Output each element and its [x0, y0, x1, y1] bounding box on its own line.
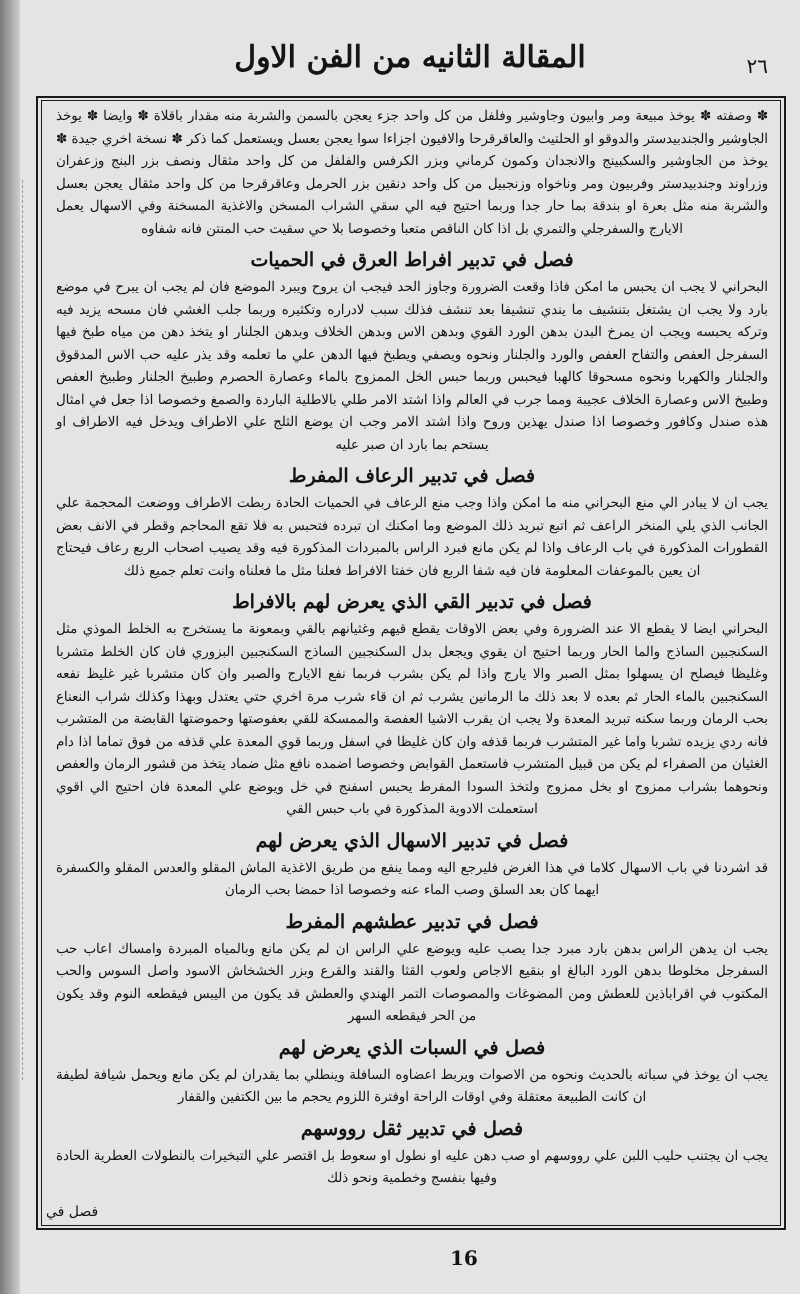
section-heading: فصل في تدبير ثقل رووسهم [300, 1117, 524, 1140]
page-title: المقالة الثانيه من الفن الاول [234, 40, 586, 75]
page-number-bottom: 16 [450, 1246, 478, 1270]
section-heading: فصل في تدبير الاسهال الذي يعرض لهم [255, 829, 569, 852]
page-number-top: ٢٦ [746, 54, 768, 78]
catchword: فصل في [46, 1204, 99, 1220]
section-heading: فصل في تدبير القي الذي يعرض لهم بالافراط [232, 591, 592, 613]
section-paragraph: يجب ان يجتنب حليب اللبن علي رووسهم او صب دهن عليه او نطول او سعوط بل اقتصر علي التبخيرات بالنطولات العطرية الحادة وفيها بنفسج وخطمية ونحو ذلك [56, 1148, 768, 1186]
section-paragraph: البحراني ايضا لا يقطع الا عند الضرورة وفي بعض الاوقات يقطع قيهم وغثيانهم بالقي وبمعونة ما يستخرج به الخلط الموذي مثل السكنجبين الساذج والما الحار وربما احتيج ان يقوي ويجعل بدل السكنجبين الساذج السكنجبين البزوري فان كان الخلط متشربا وغليظا فيصلح ان يسهلوا بمثل الصبر والا يارج واذا لم يكن بشرب فربما نفع الايارج والصبر وان كان متشربا غير غليظ نفعه السكنجبين بالماء الحار ثم بعده لا بعد ذلك ما الرمانين يشرب ثم ان قاء شرب مرة اخري حتي يعتدل وبهذا وكذلك شراب النعناع بحب الرمان وربما سكنه تبريد المعدة ولا يجب ان يقرب الاشيا العفصة والممسكة للقي بعفوصتها وحموضتها القابضة من المتشرب فانه ردي يزيده تشربا واما غير المتشرب فربما قذفه وان كان غليظا في اسفل وربما قوي المعدة علي قذفه من فوق تماما اذا دام الغثيان من الصفراء لم يكن من قبيل المتشرب فاستعمل القوابض وخصوصا اضمده نافع مثل ضماد يتخذ من قشور الرمان والعفص ونحوهما بشراب ممزوج او بخل ممزوج ولتخذ السودا المفرط يحبس اسفنج في خل ويوضع علي المعدة فان احتيج الي اقوي استعملت الادوية المذكورة في باب حبس القي [56, 622, 768, 817]
section-paragraph: يجب ان يدهن الراس بدهن بارد مبرد جدا يصب عليه ويوضع علي الراس ان لم يكن مانع وبالمياه المبردة وامساك اعاب حب السفرجل مخلوطا بدهن الورد البالغ او بنقيع الاجاص ولعوب القثا والقند والقرع وبزر الخشخاش الاسود واصل السوس والحب المكتوب في اقراباذين للعطش ومن المضوغات والمصوصات التمر الهندي والعطش قد يكون من اليبس فيقطعه النوم وقد يكون من الحر فيقطعه السهر [56, 941, 768, 1024]
section-heading: فصل في السبات الذي يعرض لهم [278, 1036, 546, 1059]
intro-paragraph: ✽ وصفته ✽ يوخذ مبيعة ومر وابيون وجاوشير وفلفل من كل واحد جزء يعجن بالسمن والشربة منه مقدار باقلاة ✽ وايضا ✽ يوخذ الجاوشير والجندبيدستر والدوقو او الحلتيث والعاقرقرحا والافيون اجزاءا سوا يعجن بعسل ويستعمل كما ذكر ✽ نسخة اخري جيدة ✽ يوخذ من الجاوشير والسكبينج والانجدان وكمون كرماني وبزر الكرفس والفلفل من كل واحد مثقال ونصف بزر البنج وزعفران وزراوند وجندبيدستر وفربيون ومر وناخواه وزنجبيل من كل واحد دنقين بزر الحرمل وعاقرقرحا من كل واحد مثقال يعجن بعسل والشربة منه مثل بعرة او بندقة بما حار جدا وربما احتيج فيه الي سقي الشراب المسخن والاغذية المسخنة وفي الاسهال يعمل الايارج والسفرجلي والتمري بل اذا كان الناقص متعبا وخصوصا بلا حي سقيت حب المنتن فانه شفاوه [56, 109, 768, 237]
section-paragraph: يجب ان لا يبادر الي منع البحراني منه ما امكن واذا وجب منع الرعاف في الحميات الحادة ربطت الاطراف ووضعت المحجمة علي الجانب الذي يلي المنخر الراعف ثم اتبع تبريد ذلك الموضع وما امكنك ان تبرده فتحبس به فلا تقع المحاجم وقطر في الانف بعض القطورات المذكورة في باب الرعاف واذا لم يكن مانع فبرد الراس بالمبردات المذكورة فيه وقد يصيب اصحاب الربع رعاف فيحتاج ان يعين بالموعفات المعلومة فان فيه شفا الربع فان خفتا الافراط فعلنا مثل ما فعلناه وانت تعلم جميع ذلك [56, 496, 768, 579]
section-heading: فصل في تدبير عطشهم المفرط [285, 910, 539, 933]
section-paragraph: قد اشردنا في باب الاسهال كلاما في هذا الغرض فليرجع اليه ومما ينفع من طريق الاغذية الماش المقلو والعدس المقلو والكسفرة ايهما كان بعد السلق وصب الماء عنه وخصوصا اذا حمضا بحب الرمان [56, 860, 768, 898]
text-block [56, 106, 768, 1206]
section-heading: فصل في تدبير الرعاف المفرط [288, 465, 536, 487]
running-head [40, 34, 780, 90]
binding-shadow [0, 0, 20, 1294]
margin-marks [22, 180, 31, 1080]
section-paragraph: البحراني لا يجب ان يحبس ما امكن فاذا وقعت الضرورة وجاوز الحد فيجب ان يروح ويبرد الموضع فان لم يجب ان يبرح في موضع بارد ولا يجب ان يشتغل بتنشيف ما يندي تنشيفا بعد تنشف فذلك سبب لادراره وتكثيره وربما جلب الغشي فان مسحه يزيد فيه وتركه يحبسه ويجب ان يمرخ البدن بدهن الورد القوي وبدهن الاس وبدهن الخلاف وبدهن الجلنار او يتخذ دهن من مياه طبخ فيها السفرجل العفص والتفاح العفص والورد والجلنار ونحوه ويصفي ويطبخ فيها الدهن علي ما تعلمه وقد يذر عليه حب الاس المدقوق والجلنار والكهربا ونحوه مسحوقا كالهبا فيحبس وربما حبس الخل الممزوج بالماء وعصارة الحصرم وطبيخ الجلنار وطبيخ العفص وطبيخ الاس وعصارة الخلاف عجيبة ومما جرب في العالم واذا اشتد الامر طلي بالاطلية الباردة والصمغ وخصوصا اذا جعل في امثال هذه صندل وكافور وخصوصا اذا صندل يهذين وروح واذا اشتد الامر وجب ان يوضع الثلج علي الاطراف ويدخل فيه الاطراف او يستحم بما بارد ان صبر عليه [56, 280, 768, 453]
section-heading: فصل في تدبير افراط العرق في الحميات [250, 249, 574, 271]
section-paragraph: يجب ان يوخذ في سباته بالحديث ونحوه من الاصوات ويربط اعضاوه السافلة وينطلي بما يقدران لم يكن مانع ويحمل شيافة لطيفة ان كانت الطبيعة معتقلة وفي اوقات الراحة اوفترة اللزوم يحجم ما بين الكتفين والقفار [56, 1067, 768, 1105]
